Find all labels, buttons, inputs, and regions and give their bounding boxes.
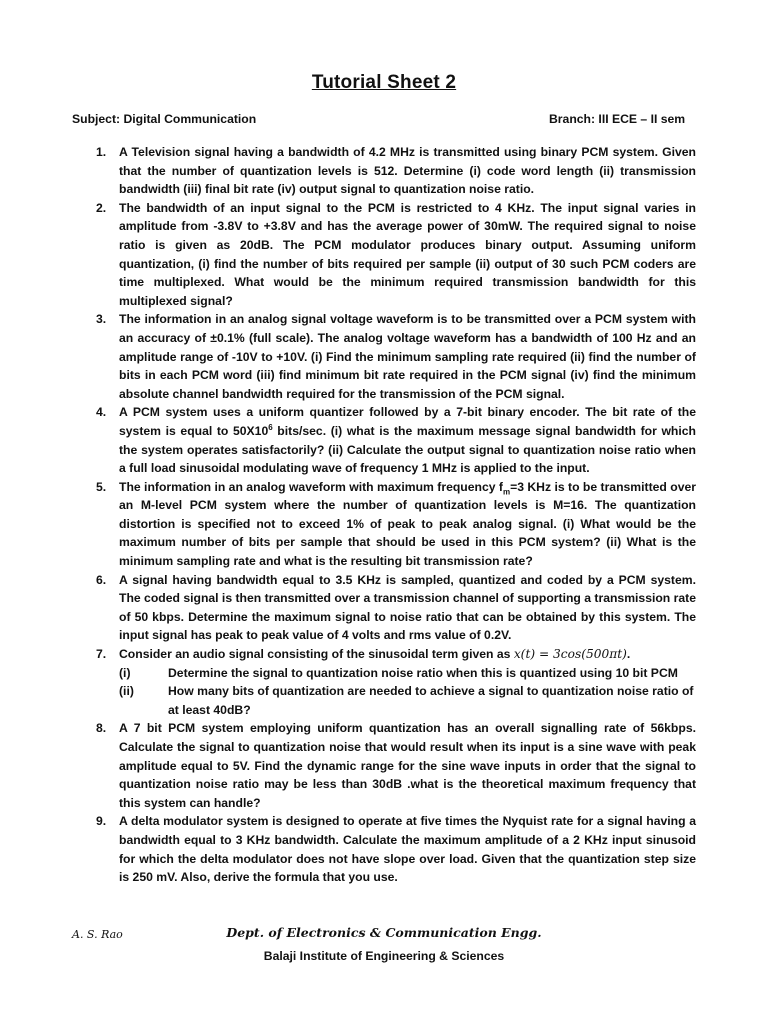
question-1 <box>72 143 696 199</box>
question-text: The information in an analog signal voltage waveform is to be transmitted over a PCM system with an accuracy of ±0.1% (full scale). The analog voltage waveform has a bandwidth of 100 Hz and an amplitude range of -10V to +10V. (i) Find the minimum sampling rate required (ii) find the number of bits in each PCM word (iii) find minimum bit rate required in the PCM signal (iv) find the minimum absolute channel bandwidth required for the transmission of the PCM signal. <box>119 312 696 401</box>
exponent: 6 <box>268 422 273 432</box>
question-text-part-b: bits/sec. (i) what is the maximum message signal bandwidth for which the system operates satisfactorily? (ii) Calculate the output signal to quantization noise ratio when a full load sinusoidal modulating wave of frequency 1 MHz is applied to the input. <box>119 423 696 476</box>
sub-question-text: Determine the signal to quantization noise ratio when this is quantized using 10 bit PCM <box>168 665 678 680</box>
question-9 <box>72 812 696 886</box>
question-number: 6. <box>96 572 107 587</box>
question-number: 7. <box>96 647 107 662</box>
question-2 <box>72 199 696 311</box>
question-text: A signal having bandwidth equal to 3.5 KHz is sampled, quantized and coded by a PCM system. The coded signal is then transmitted over a transmission channel of supporting a transmission rate of 50 kbps. Determine the maximum signal to noise ratio that can be obtained by this system. The input signal has peak to peak value of 4 volts and rms value of 0.2V. <box>119 572 696 643</box>
sub-question-number: (ii) <box>119 684 134 699</box>
question-number: 1. <box>96 145 107 159</box>
question-4 <box>72 403 696 477</box>
sub-question-text: How many bits of quantization are needed to achieve a signal to quantization noise ratio of at least 40dB? <box>168 684 694 717</box>
question-text-tail: . <box>626 647 631 662</box>
page-title: Tutorial Sheet 2 <box>311 72 457 93</box>
question-text: Consider an audio signal consisting of the sinusoidal term given as <box>119 647 514 662</box>
question-number: 5. <box>96 479 107 494</box>
question-8 <box>72 719 696 812</box>
question-7-sub-i <box>72 664 696 683</box>
question-6 <box>72 571 696 645</box>
subscript: m <box>502 487 511 497</box>
question-text-part-a: A PCM system uses a uniform quantizer followed by a 7-bit binary encoder. The bit rate of the system is equal to 50X10 <box>119 405 696 438</box>
question-list <box>72 143 696 887</box>
question-text: A Television signal having a bandwidth of 4.2 MHz is transmitted using binary PCM system. Given that the number of quantization levels is 512. Determine (i) code word length (ii) transmission bandwidth (iii) final bit rate (iv) output signal to quantization noise ratio. <box>119 145 696 197</box>
author-name: A. S. Rao <box>72 928 123 941</box>
department-name: Dept. of Electronics & Communication Engg. <box>226 925 542 940</box>
question-text: A delta modulator system is designed to operate at five times the Nyquist rate for a signal having a bandwidth equal to 3 KHz bandwidth. Calculate the maximum amplitude of a 2 KHz input sinusoid for which the delta modulator does not have slope over load. Given that the quantization step size is 250 mV. Also, derive the formula that you use. <box>119 814 696 885</box>
question-7-sub-ii <box>72 682 696 719</box>
question-number: 8. <box>96 721 107 736</box>
sub-question-number: (i) <box>119 665 131 680</box>
question-number: 3. <box>96 312 107 327</box>
question-text: A 7 bit PCM system employing uniform quantization has an overall signalling rate of 56kbps. Calculate the signal to quantization noise that would result when its input is a sine wave with peak amplitude equal to 5V. Find the dynamic range for the sine wave inputs in order that the signal to quantization noise ratio may be less than 30dB .what is the theoretical maximum frequency that this system can handle? <box>119 721 696 810</box>
question-text: The bandwidth of an input signal to the PCM is restricted to 4 KHz. The input signal varies in amplitude from -3.8V to +3.8V and has the average power of 30mW. The required signal to noise ratio is given as 20dB. The PCM modulator produces binary output. Assuming uniform quantization, (i) find the number of bits required per sample (ii) output of 30 such PCM coders are time multiplexed. What would be the minimum required transmission bandwidth for this multiplexed signal? <box>119 200 696 308</box>
question-text-part-a: The information in an analog waveform with maximum frequency f <box>119 479 503 494</box>
branch-label: Branch: III ECE – II sem <box>549 112 686 126</box>
question-number: 9. <box>96 814 107 829</box>
math-expression: x(t) = 3cos(500πt) <box>513 647 627 662</box>
question-5 <box>72 478 696 571</box>
question-text-part-b: =3 KHz is to be transmitted over an M-level PCM system where the number of quantization levels is M=16. The quantization distortion is specified not to exceed 1% of peak to peak analog signal. (i) What would be the maximum number of bits per sample that should be used in this PCM system? (ii) What is the minimum sampling rate and what is the resulting bit transmission rate? <box>119 479 697 569</box>
question-3 <box>72 310 696 403</box>
question-number: 2. <box>96 200 107 215</box>
question-7 <box>72 645 696 664</box>
question-number: 4. <box>96 405 107 420</box>
subject-label: Subject: Digital Communication <box>72 112 257 126</box>
institute-name: Balaji Institute of Engineering & Sciences <box>263 949 505 963</box>
